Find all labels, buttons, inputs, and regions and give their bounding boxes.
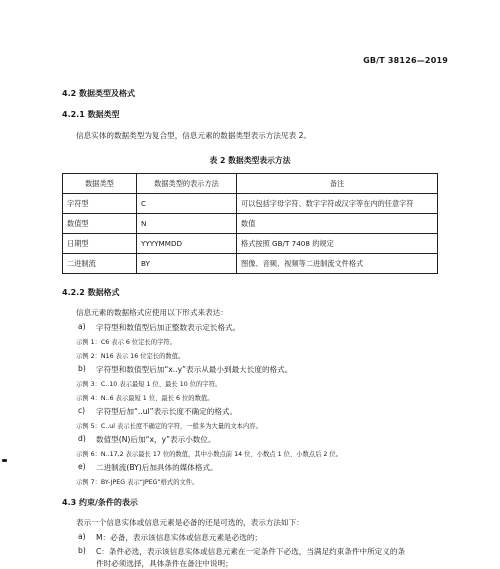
table-cell: 日期型 bbox=[63, 234, 137, 254]
paragraph-4-3: 表示一个信息实体或信息元素是必备的还是可选的，表示方法如下： bbox=[76, 518, 304, 527]
table-cell: 数值 bbox=[237, 214, 438, 234]
list-label: e) bbox=[78, 462, 86, 471]
scan-mark bbox=[2, 459, 7, 462]
table-cell: 图像、音频、视频等二进制流文件格式 bbox=[237, 254, 438, 274]
table-cell: 可以包括字母字符、数字字符或汉字等在内的任意字符 bbox=[237, 194, 438, 214]
list-item-text: C：条件必选，表示该信息实体或信息元素在一定条件下必选，当满足约束条件中所定义的条 bbox=[96, 547, 406, 556]
table-cell: 二进制流 bbox=[63, 254, 137, 274]
example-line: 示例 5：C..ul 表示长度不确定的字符，一般多为大量的文本内容。 bbox=[76, 423, 262, 430]
table-row bbox=[63, 214, 438, 234]
table-cell: 数值型 bbox=[63, 214, 137, 234]
paragraph-4-2-2: 信息元素的数据格式应使用以下形式来表达： bbox=[76, 308, 228, 317]
table-header-cell: 备注 bbox=[237, 174, 438, 194]
table-row bbox=[63, 234, 438, 254]
table-header-row bbox=[63, 174, 438, 194]
list-label: b) bbox=[78, 546, 86, 555]
table-cell: N bbox=[137, 214, 237, 234]
example-line: 示例 2：N16 表示 16 位定长的数值。 bbox=[76, 353, 185, 360]
example-line: 示例 7：BY-JPEG 表示“JPEG”格式的文件。 bbox=[76, 479, 199, 486]
list-label: b) bbox=[78, 364, 86, 373]
table-cell: BY bbox=[137, 254, 237, 274]
heading-4-2: 4.2 数据类型及格式 bbox=[62, 89, 135, 98]
table-cell: C bbox=[137, 194, 237, 214]
standard-code: GB/T 38126—2019 bbox=[363, 56, 448, 65]
paragraph-4-2-1: 信息实体的数据类型为复合型，信息元素的数据类型表示方法见表 2。 bbox=[76, 131, 312, 140]
table-cell: YYYYMMDD bbox=[137, 234, 237, 254]
table-caption: 表 2 数据类型表示方法 bbox=[209, 156, 291, 165]
example-line: 示例 6：N..17,2 表示最长 17 位的数值，其中小数点前 14 位、小数点 1 位、小数点后 2 位。 bbox=[76, 451, 342, 458]
list-label: a) bbox=[78, 322, 86, 331]
table-cell: 格式按照 GB/T 7408 的规定 bbox=[237, 234, 438, 254]
list-item-text: 字符型和数值型后加正整数表示定长格式。 bbox=[96, 323, 241, 332]
table-cell: 字符型 bbox=[63, 194, 137, 214]
example-line: 示例 4：N..6 表示最短 1 位、最长 6 位的数值。 bbox=[76, 395, 214, 402]
data-type-table bbox=[62, 173, 438, 274]
list-label: a) bbox=[78, 532, 86, 541]
list-item-text: 字符型和数值型后加“x..y”表示从最小到最大长度的格式。 bbox=[96, 365, 293, 374]
list-item-text: 字符型后加“..ul”表示长度不确定的格式。 bbox=[96, 407, 238, 416]
heading-4-2-1: 4.2.1 数据类型 bbox=[62, 110, 120, 119]
table-row bbox=[63, 254, 438, 274]
list-item-text: 二进制流(BY)后加具体的媒体格式。 bbox=[96, 463, 218, 472]
table-row bbox=[63, 194, 438, 214]
list-label: c) bbox=[78, 406, 86, 415]
example-line: 示例 1：C6 表示 6 位定长的字符。 bbox=[76, 339, 176, 346]
list-item-text-continued: 件时必须选择，具体条件在备注中说明； bbox=[96, 559, 233, 568]
list-item-text: M：必备，表示该信息实体或信息元素是必选的； bbox=[96, 533, 263, 542]
list-item-text: 数值型(N)后加“x，y”表示小数位。 bbox=[96, 435, 216, 444]
example-line: 示例 3：C..10 表示最短 1 位、最长 10 位的字符。 bbox=[76, 381, 222, 388]
table-header-cell: 数据类型的表示方法 bbox=[137, 174, 237, 194]
list-label: d) bbox=[78, 434, 86, 443]
heading-4-2-2: 4.2.2 数据格式 bbox=[62, 288, 120, 297]
heading-4-3: 4.3 约束/条件的表示 bbox=[62, 498, 138, 507]
table-header-cell: 数据类型 bbox=[63, 174, 137, 194]
